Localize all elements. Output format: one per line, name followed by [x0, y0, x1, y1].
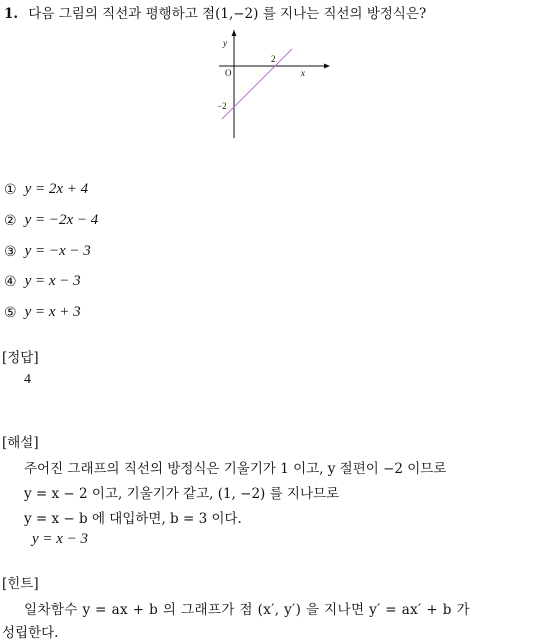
graph	[212, 30, 337, 142]
solution-line-3: y = x − b 에 대입하면, b = 3 이다.	[24, 511, 242, 527]
x-axis-arrow	[324, 64, 330, 69]
choice-marker: ④	[4, 273, 17, 290]
graph-svg	[212, 30, 337, 142]
choice-text: y = 2x + 4	[24, 181, 89, 197]
origin-label: O	[225, 68, 232, 78]
choice-4[interactable]	[4, 273, 81, 290]
choice-marker: ⑤	[4, 304, 17, 321]
graph-line	[222, 49, 292, 119]
hint-heading: [힌트]	[2, 576, 39, 592]
choice-marker: ①	[4, 181, 17, 198]
solution-line-2: y = x − 2 이고, 기울기가 같고, (1, −2) 를 지나므로	[24, 486, 340, 502]
y-intercept-label: −2	[217, 101, 227, 111]
solution-heading: [해설]	[2, 435, 39, 451]
hint-line-1: 일차함수 y = ax + b 의 그래프가 점 (x′, y′) 을 지나면 y′ = ax′ + b 가	[24, 602, 470, 618]
x-intercept-label: 2	[271, 54, 276, 64]
choice-marker: ②	[4, 212, 17, 229]
solution-line-1: 주어진 그래프의 직선의 방정식은 기울기가 1 이고, y 절편이 −2 이므로	[24, 461, 447, 477]
question-text: 다음 그림의 직선과 평행하고 점(1,−2) 를 지나는 직선의 방정식은?	[28, 6, 427, 22]
x-axis-label: x	[301, 68, 305, 78]
choice-marker: ③	[4, 243, 17, 260]
answer-heading: [정답]	[2, 350, 39, 366]
choice-text: y = −2x − 4	[24, 212, 99, 228]
choice-text: y = x − 3	[24, 273, 81, 289]
choice-3[interactable]	[4, 243, 91, 260]
solution-line-4: y = x − 3	[32, 531, 89, 547]
choice-text: y = −x − 3	[24, 243, 91, 259]
choice-2[interactable]	[4, 212, 98, 229]
answer-value: 4	[24, 372, 31, 387]
question-number: 1.	[4, 6, 19, 22]
choice-5[interactable]	[4, 304, 81, 321]
hint-line-2: 성립한다.	[2, 625, 59, 641]
y-axis-label: y	[223, 38, 227, 48]
y-axis-arrow	[232, 30, 237, 36]
choice-1[interactable]	[4, 181, 88, 198]
choice-text: y = x + 3	[24, 304, 81, 320]
question-line	[4, 2, 426, 22]
